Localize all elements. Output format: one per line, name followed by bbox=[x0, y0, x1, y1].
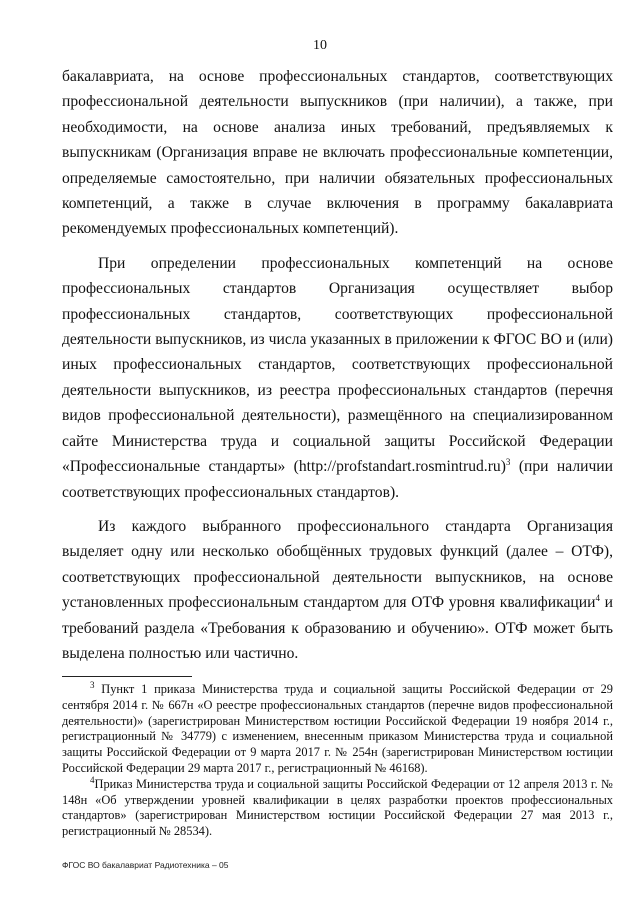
paragraph-3-text-a: Из каждого выбранного профессионального стандарта Организация выделяет одну или несколько обобщённых трудовых функций (далее – ОТФ), соответствующих профессиональной деятельности выпускников, на основе установленных профессиональным стандартом для ОТФ уровня квалификации bbox=[62, 517, 613, 612]
paragraph-2-text-b: (при наличии соответствующих профессиональных стандартов). bbox=[62, 458, 613, 501]
paragraph-3-text-b: и требований раздела «Требования к образованию и обучению». ОТФ может быть выделена полностью или частично. bbox=[62, 594, 613, 662]
footnote-ref-4[interactable]: 4 bbox=[595, 592, 600, 603]
paragraph-3 bbox=[62, 514, 613, 666]
footnote-3-mark: 3 bbox=[90, 679, 95, 690]
paragraph-2-text-a: При определении профессиональных компетенций на основе профессиональных стандартов Организация осуществляет выбор профессиональных стандартов, соответствующих профессиональной деятельности выпускников, из числа указанных в приложении к ФГОС ВО и (или) иных профессиональных стандартов, соответствующих профессиональной деятельности выпускников, из реестра профессиональных стандартов (перечня видов профессиональной деятельности), размещённого на специализированном сайте Министерства труда и социальной защиты Российской Федерации «Профессиональные стандарты» (http://profstandart.rosmintrud.ru) bbox=[62, 254, 613, 476]
footnote-4-mark: 4 bbox=[90, 774, 95, 785]
footnote-divider bbox=[62, 676, 192, 677]
footnote-4 bbox=[62, 774, 613, 840]
page-footer: ФГОС ВО бакалавриат Радиотехника – 05 bbox=[62, 860, 229, 870]
body-text bbox=[62, 64, 613, 675]
paragraph-1-text: бакалавриата, на основе профессиональных стандартов, соответствующих профессиональной деятельности выпускников (при наличии), а также, при необходимости, на основе анализа иных требований, предъявляемых к выпускникам (Организация вправе не включать профессиональные компетенции, определяемые самостоятельно, при наличии обязательных профессиональных компетенций, а также в случае включения в программу бакалавриата рекомендуемых профессиональных компетенций). bbox=[62, 68, 613, 238]
footnote-3 bbox=[62, 679, 613, 777]
paragraph-1 bbox=[62, 64, 613, 242]
footnote-4-text: Приказ Министерства труда и социальной защиты Российской Федерации от 12 апреля 2013 г. № 148н «Об утверждении уровней квалификации в целях разработки проектов профессиональных стандартов» (зарегистрирован Министерством юстиции Российской Федерации 27 мая 2013 г., регистрационный № 28534). bbox=[62, 776, 613, 839]
footnote-ref-3[interactable]: 3 bbox=[505, 456, 511, 467]
page-number: 10 bbox=[313, 38, 327, 53]
footnotes bbox=[62, 679, 613, 840]
paragraph-2 bbox=[62, 251, 613, 505]
footnote-3-text: Пункт 1 приказа Министерства труда и социальной защиты Российской Федерации от 29 сентября 2014 г. № 667н «О реестре профессиональных стандартов (перечне видов профессиональной деятельности)» (зарегистрирован Министерством юстиции Российской Федерации 19 ноября 2014 г., регистрационный № 34779) с изменением, внесенным приказом Министерства труда и социальной защиты Российской Федерации от 9 марта 2017 г. № 254н (зарегистрирован Министерством юстиции Российской Федерации 29 марта 2017 г., регистрационный № 46168). bbox=[62, 682, 613, 775]
